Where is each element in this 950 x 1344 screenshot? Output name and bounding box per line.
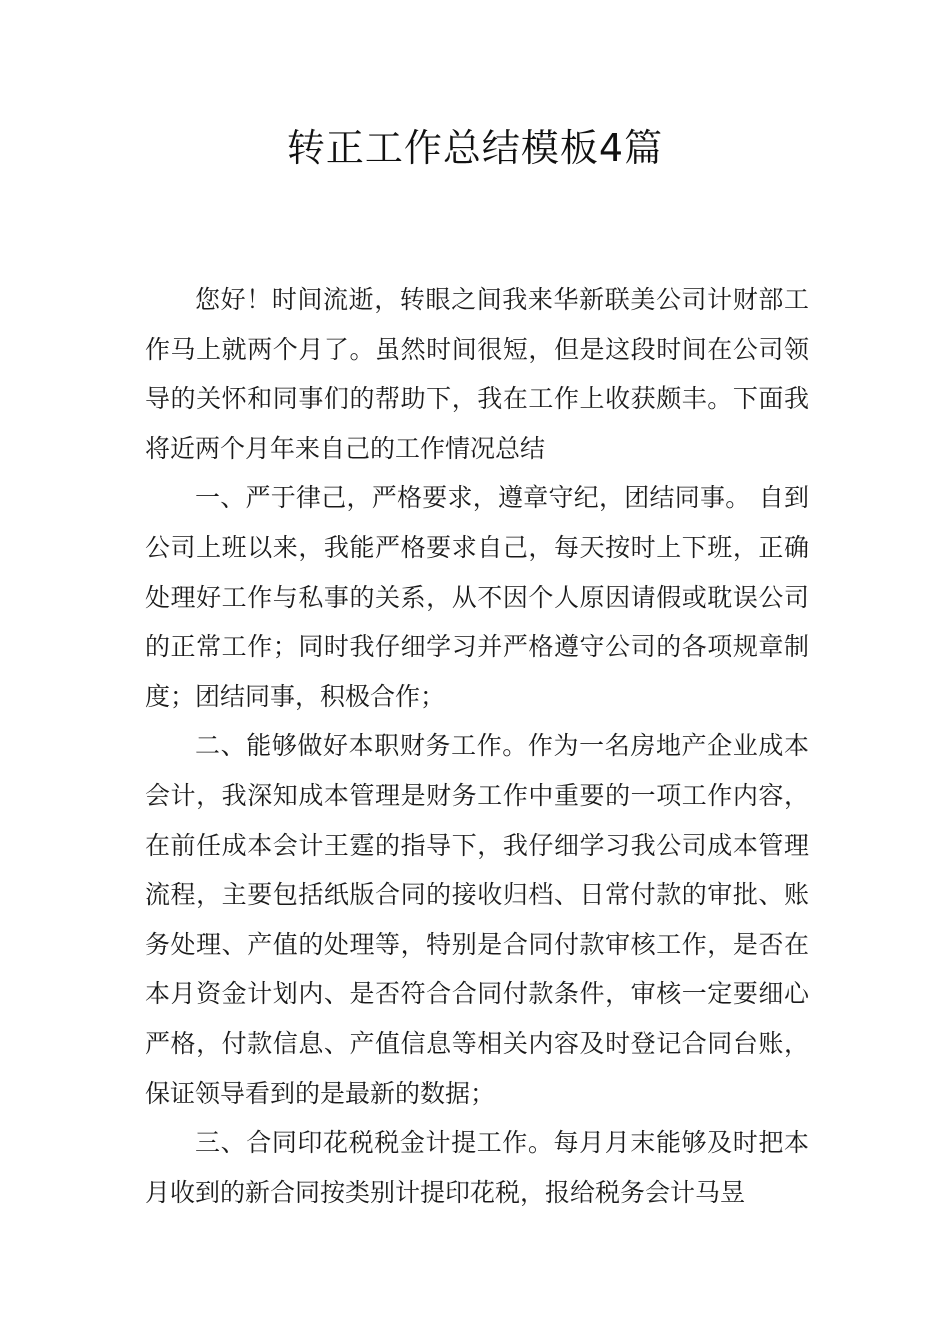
paragraph-greeting: 您好！时间流逝，转眼之间我来华新联美公司计财部工作马上就两个月了。虽然时间很短，但是这段时间在公司领导的关怀和同事们的帮助下，我在工作上收获颇丰。下面我将近两个月年来自己的工作情况总结: [145, 285, 809, 463]
document-body: [145, 275, 809, 1217]
paragraph-finance-work: 二、能够做好本职财务工作。作为一名房地产企业成本会计，我深知成本管理是财务工作中重要的一项工作内容，在前任成本会计王霆的指导下，我仔细学习我公司成本管理流程，主要包括纸版合同的接收归档、日常付款的审批、账务处理、产值的处理等，特别是合同付款审核工作，是否在本月资金计划内、是否符合合同付款条件，审核一定要细心严格，付款信息、产值信息等相关内容及时登记合同台账，保证领导看到的是最新的数据；: [145, 731, 809, 1108]
paragraph-stamp-tax: 三、合同印花税税金计提工作。每月月末能够及时把本月收到的新合同按类别计提印花税，报给税务会计马昱: [145, 1128, 809, 1207]
paragraph-discipline: 一、严于律己，严格要求，遵章守纪，团结同事。 自到公司上班以来，我能严格要求自己，每天按时上下班，正确处理好工作与私事的关系，从不因个人原因请假或耽误公司的正常工作；同时我仔细学习并严格遵守公司的各项规章制度；团结同事，积极合作；: [145, 483, 809, 711]
document-title: 转正工作总结模板4篇: [286, 126, 664, 170]
